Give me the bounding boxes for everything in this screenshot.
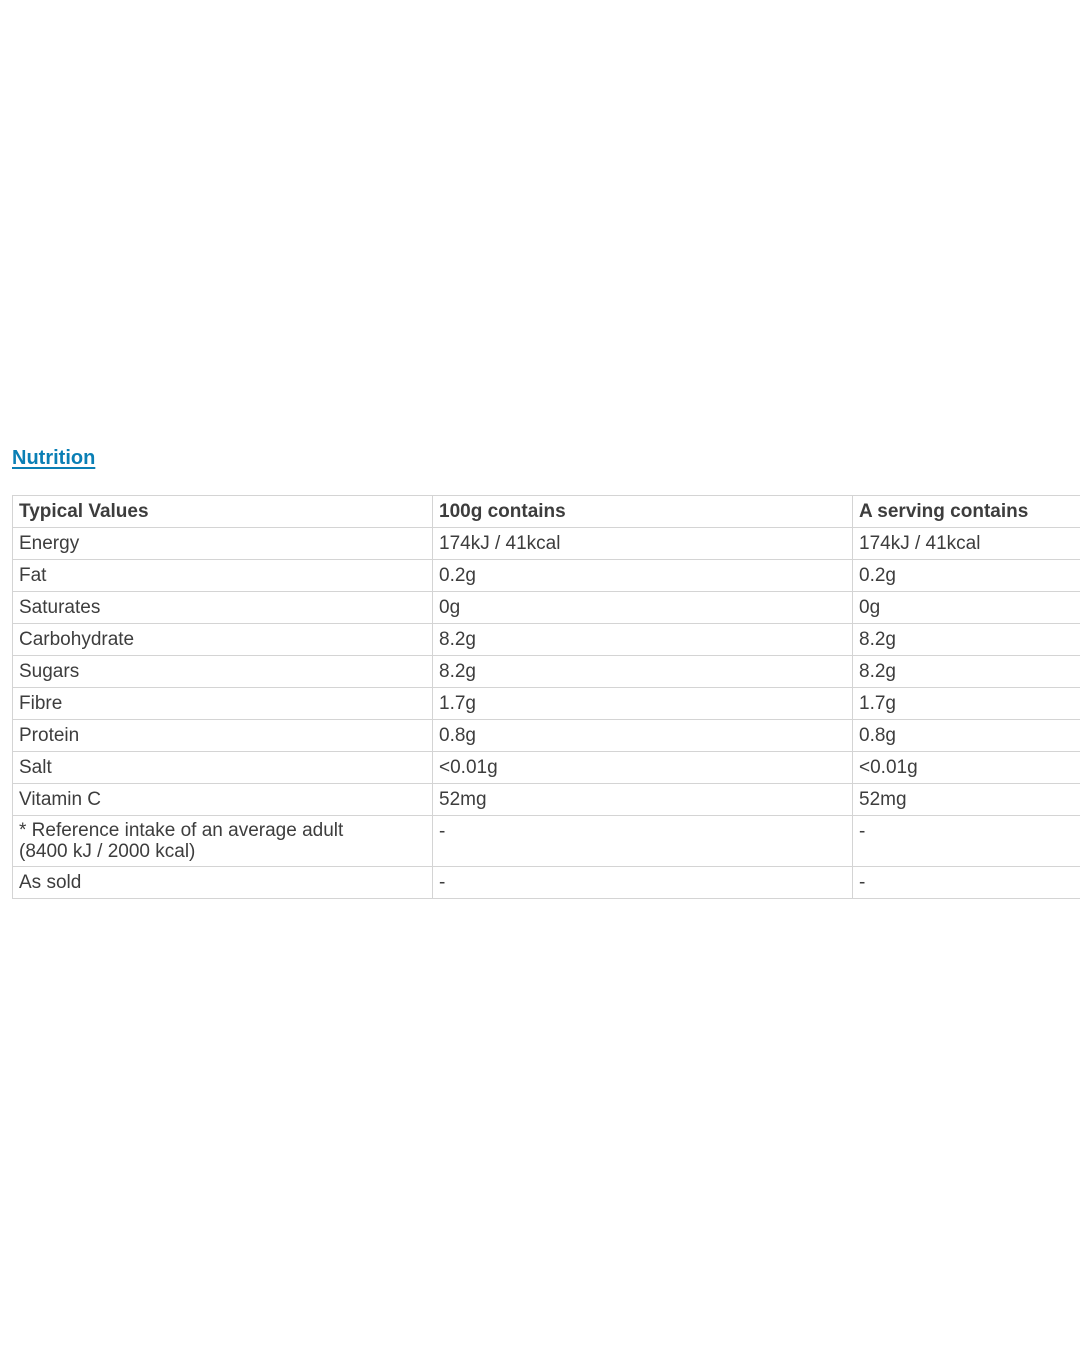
table-row xyxy=(13,720,1080,752)
row-label: Protein xyxy=(13,720,433,752)
row-per-100g: 0.8g xyxy=(433,720,853,752)
row-label: Saturates xyxy=(13,592,433,624)
row-per-serving: 8.2g xyxy=(853,624,1080,656)
row-per-serving: 8.2g xyxy=(853,656,1080,688)
row-label: Energy xyxy=(13,528,433,560)
table-row xyxy=(13,656,1080,688)
row-label: Sugars xyxy=(13,656,433,688)
reference-intake-line-2: (8400 kJ / 2000 kcal) xyxy=(19,841,196,862)
table-row xyxy=(13,560,1080,592)
row-label: Salt xyxy=(13,752,433,784)
table-header-row xyxy=(13,496,1080,528)
table-row xyxy=(13,752,1080,784)
row-per-100g: - xyxy=(433,816,853,867)
row-per-serving: <0.01g xyxy=(853,752,1080,784)
row-per-serving: 52mg xyxy=(853,784,1080,816)
header-serving-contains: A serving contains xyxy=(853,496,1080,528)
nutrition-table xyxy=(12,495,1080,899)
row-per-100g: 8.2g xyxy=(433,624,853,656)
row-per-serving: 0g xyxy=(853,592,1080,624)
table-row xyxy=(13,528,1080,560)
row-per-100g: 0g xyxy=(433,592,853,624)
row-per-serving: - xyxy=(853,867,1080,899)
row-per-100g: 52mg xyxy=(433,784,853,816)
row-per-100g: 174kJ / 41kcal xyxy=(433,528,853,560)
table-row xyxy=(13,784,1080,816)
row-per-serving: - xyxy=(853,816,1080,867)
table-row xyxy=(13,867,1080,899)
row-per-serving: 1.7g xyxy=(853,688,1080,720)
row-per-100g: <0.01g xyxy=(433,752,853,784)
row-label: Vitamin C xyxy=(13,784,433,816)
row-per-serving: 0.2g xyxy=(853,560,1080,592)
header-typical-values: Typical Values xyxy=(13,496,433,528)
row-per-100g: 1.7g xyxy=(433,688,853,720)
row-per-100g: - xyxy=(433,867,853,899)
table-row xyxy=(13,592,1080,624)
row-label: Carbohydrate xyxy=(13,624,433,656)
row-label: Fibre xyxy=(13,688,433,720)
reference-intake-line-1: * Reference intake of an average adult xyxy=(19,820,344,841)
row-per-serving: 174kJ / 41kcal xyxy=(853,528,1080,560)
nutrition-section-link[interactable]: Nutrition xyxy=(12,447,96,469)
row-per-serving: 0.8g xyxy=(853,720,1080,752)
table-row xyxy=(13,816,1080,867)
row-label: Fat xyxy=(13,560,433,592)
table-row xyxy=(13,688,1080,720)
header-100g-contains: 100g contains xyxy=(433,496,853,528)
row-per-100g: 8.2g xyxy=(433,656,853,688)
row-per-100g: 0.2g xyxy=(433,560,853,592)
row-label: As sold xyxy=(13,867,433,899)
table-row xyxy=(13,624,1080,656)
row-label xyxy=(13,816,433,867)
